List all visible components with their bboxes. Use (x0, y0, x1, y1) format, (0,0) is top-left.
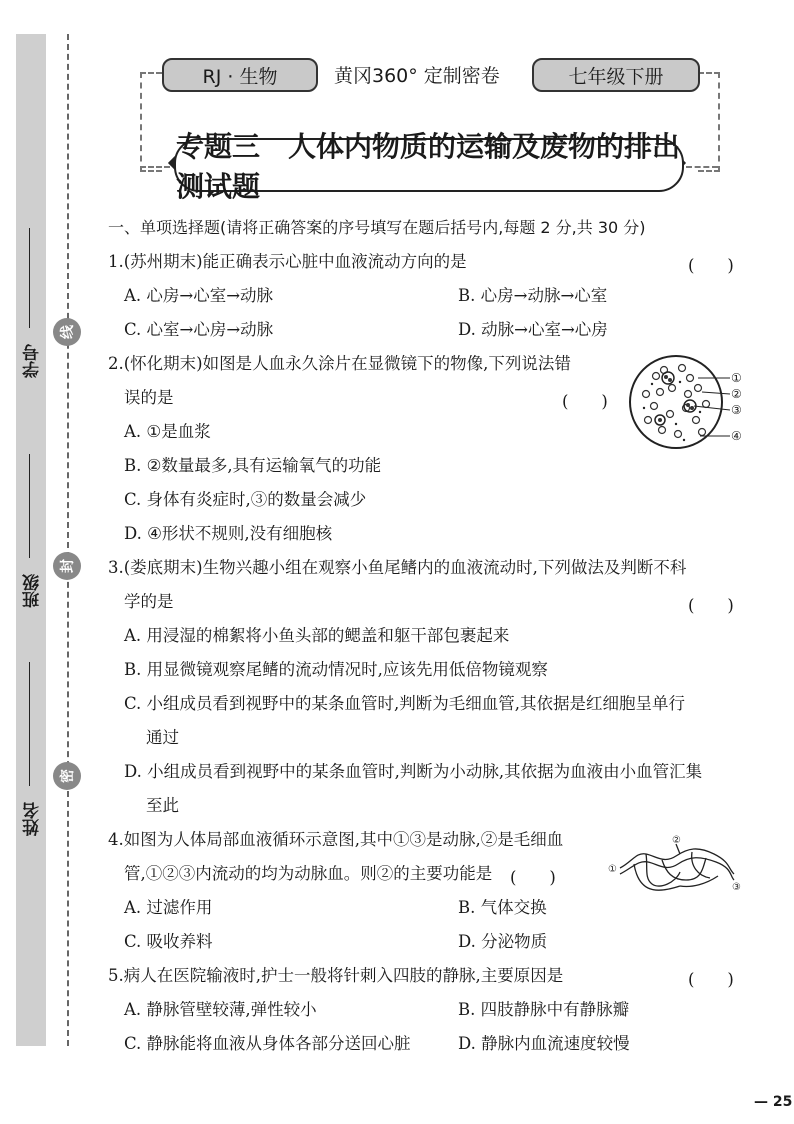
page-title: 专题三 人体内物质的运输及废物的排出测试题 (174, 138, 684, 192)
q1-answer-blank[interactable]: ( ) (688, 256, 734, 275)
name-line (29, 662, 30, 786)
name-label: 姓名 (23, 802, 43, 836)
q5-option-d: D. 静脉内血流速度较慢 (458, 1034, 630, 1053)
q5-option-a: A. 静脉管壁较薄,弹性较小 (124, 1000, 317, 1019)
q4-stem-line1: 4.如图为人体局部血液循环示意图,其中①③是动脉,②是毛细血 (108, 830, 564, 849)
vessel-figure (606, 832, 746, 896)
q5-answer-blank[interactable]: ( ) (688, 970, 734, 989)
q2-stem-line1: 2.(怀化期末)如图是人血永久涂片在显微镜下的物像,下列说法错 (108, 354, 571, 373)
q1-option-c: C. 心室→心房→动脉 (124, 320, 274, 339)
q1-option-b: B. 心房→动脉→心室 (458, 286, 608, 305)
q1-stem: 1.(苏州期末)能正确表示心脏中血液流动方向的是 (108, 252, 467, 271)
student-id-line (29, 228, 30, 328)
seal-seal: 封 (53, 552, 81, 580)
vessel-network (620, 844, 734, 890)
class-label: 班级 (23, 574, 43, 608)
series-name: 黄冈360° 定制密卷 (334, 65, 500, 87)
q3-stem-line1: 3.(娄底期末)生物兴趣小组在观察小鱼尾鳍内的血液流动时,下列做法及判断不科 (108, 558, 687, 577)
q5-option-b: B. 四肢静脉中有静脉瓣 (458, 1000, 630, 1019)
binding-dashed-line (67, 34, 69, 1046)
page-number: — 25 (754, 1094, 793, 1110)
q3-option-b: B. 用显微镜观察尾鳍的流动情况时,应该先用低倍物镜观察 (124, 660, 548, 679)
header-frame-right (698, 72, 720, 172)
smear-label-2: ② (731, 387, 742, 401)
student-id-label: 学号 (23, 344, 43, 378)
subject-badge: RJ · 生物 (162, 58, 318, 92)
binding-strip (16, 34, 46, 1046)
q2-option-c: C. 身体有炎症时,③的数量会减少 (124, 490, 367, 509)
seal-secret: 密 (53, 762, 81, 790)
q2-option-a: A. ①是血浆 (124, 422, 211, 441)
vessel-label-3: ③ (732, 882, 741, 893)
section-heading: 一、单项选择题(请将正确答案的序号填写在题后括号内,每题 2 分,共 30 分) (108, 218, 646, 237)
smear-label-1: ① (731, 371, 742, 385)
q5-stem: 5.病人在医院输液时,护士一般将针刺入四肢的静脉,主要原因是 (108, 966, 564, 985)
q2-answer-blank[interactable]: ( ) (562, 392, 608, 411)
grade-badge: 七年级下册 (532, 58, 700, 92)
smear-label-4: ④ (731, 429, 742, 443)
seal-line: 线 (53, 318, 81, 346)
blood-smear-figure (626, 348, 756, 460)
q3-stem-line2: 学的是 (124, 592, 174, 611)
smear-label-3: ③ (731, 403, 742, 417)
q5-option-c: C. 静脉能将血液从身体各部分送回心脏 (124, 1034, 411, 1053)
q1-option-a: A. 心房→心室→动脉 (124, 286, 274, 305)
header-bar (162, 58, 698, 94)
q3-option-d-line2: 至此 (146, 796, 179, 815)
q4-option-b: B. 气体交换 (458, 898, 547, 917)
class-line (29, 454, 30, 558)
q2-stem-line2: 误的是 (124, 388, 174, 407)
q4-answer-blank[interactable]: ( ) (510, 868, 556, 887)
q2-option-b: B. ②数量最多,具有运输氧气的功能 (124, 456, 382, 475)
header-frame-bottom-left (140, 166, 170, 168)
q3-option-d-line1: D. 小组成员看到视野中的某条血管时,判断为小动脉,其依据为血液由小血管汇集 (124, 762, 703, 781)
header-frame-bottom-right (686, 166, 718, 168)
q4-option-a: A. 过滤作用 (124, 898, 213, 917)
vessel-label-1: ① (608, 864, 617, 875)
q3-option-a: A. 用浸湿的棉絮将小鱼头部的鳃盖和躯干部包裹起来 (124, 626, 510, 645)
q4-option-d: D. 分泌物质 (458, 932, 548, 951)
header-frame-left (140, 72, 162, 172)
q1-option-d: D. 动脉→心室→心房 (458, 320, 608, 339)
q2-option-d: D. ④形状不规则,没有细胞核 (124, 524, 333, 543)
q4-option-c: C. 吸收养料 (124, 932, 213, 951)
vessel-label-2: ② (672, 835, 681, 846)
q3-option-c-line1: C. 小组成员看到视野中的某条血管时,判断为毛细血管,其依据是红细胞呈单行 (124, 694, 686, 713)
q4-stem-line2: 管,①②③内流动的均为动脉血。则②的主要功能是 (124, 864, 493, 883)
q3-option-c-line2: 通过 (146, 728, 179, 747)
q3-answer-blank[interactable]: ( ) (688, 596, 734, 615)
